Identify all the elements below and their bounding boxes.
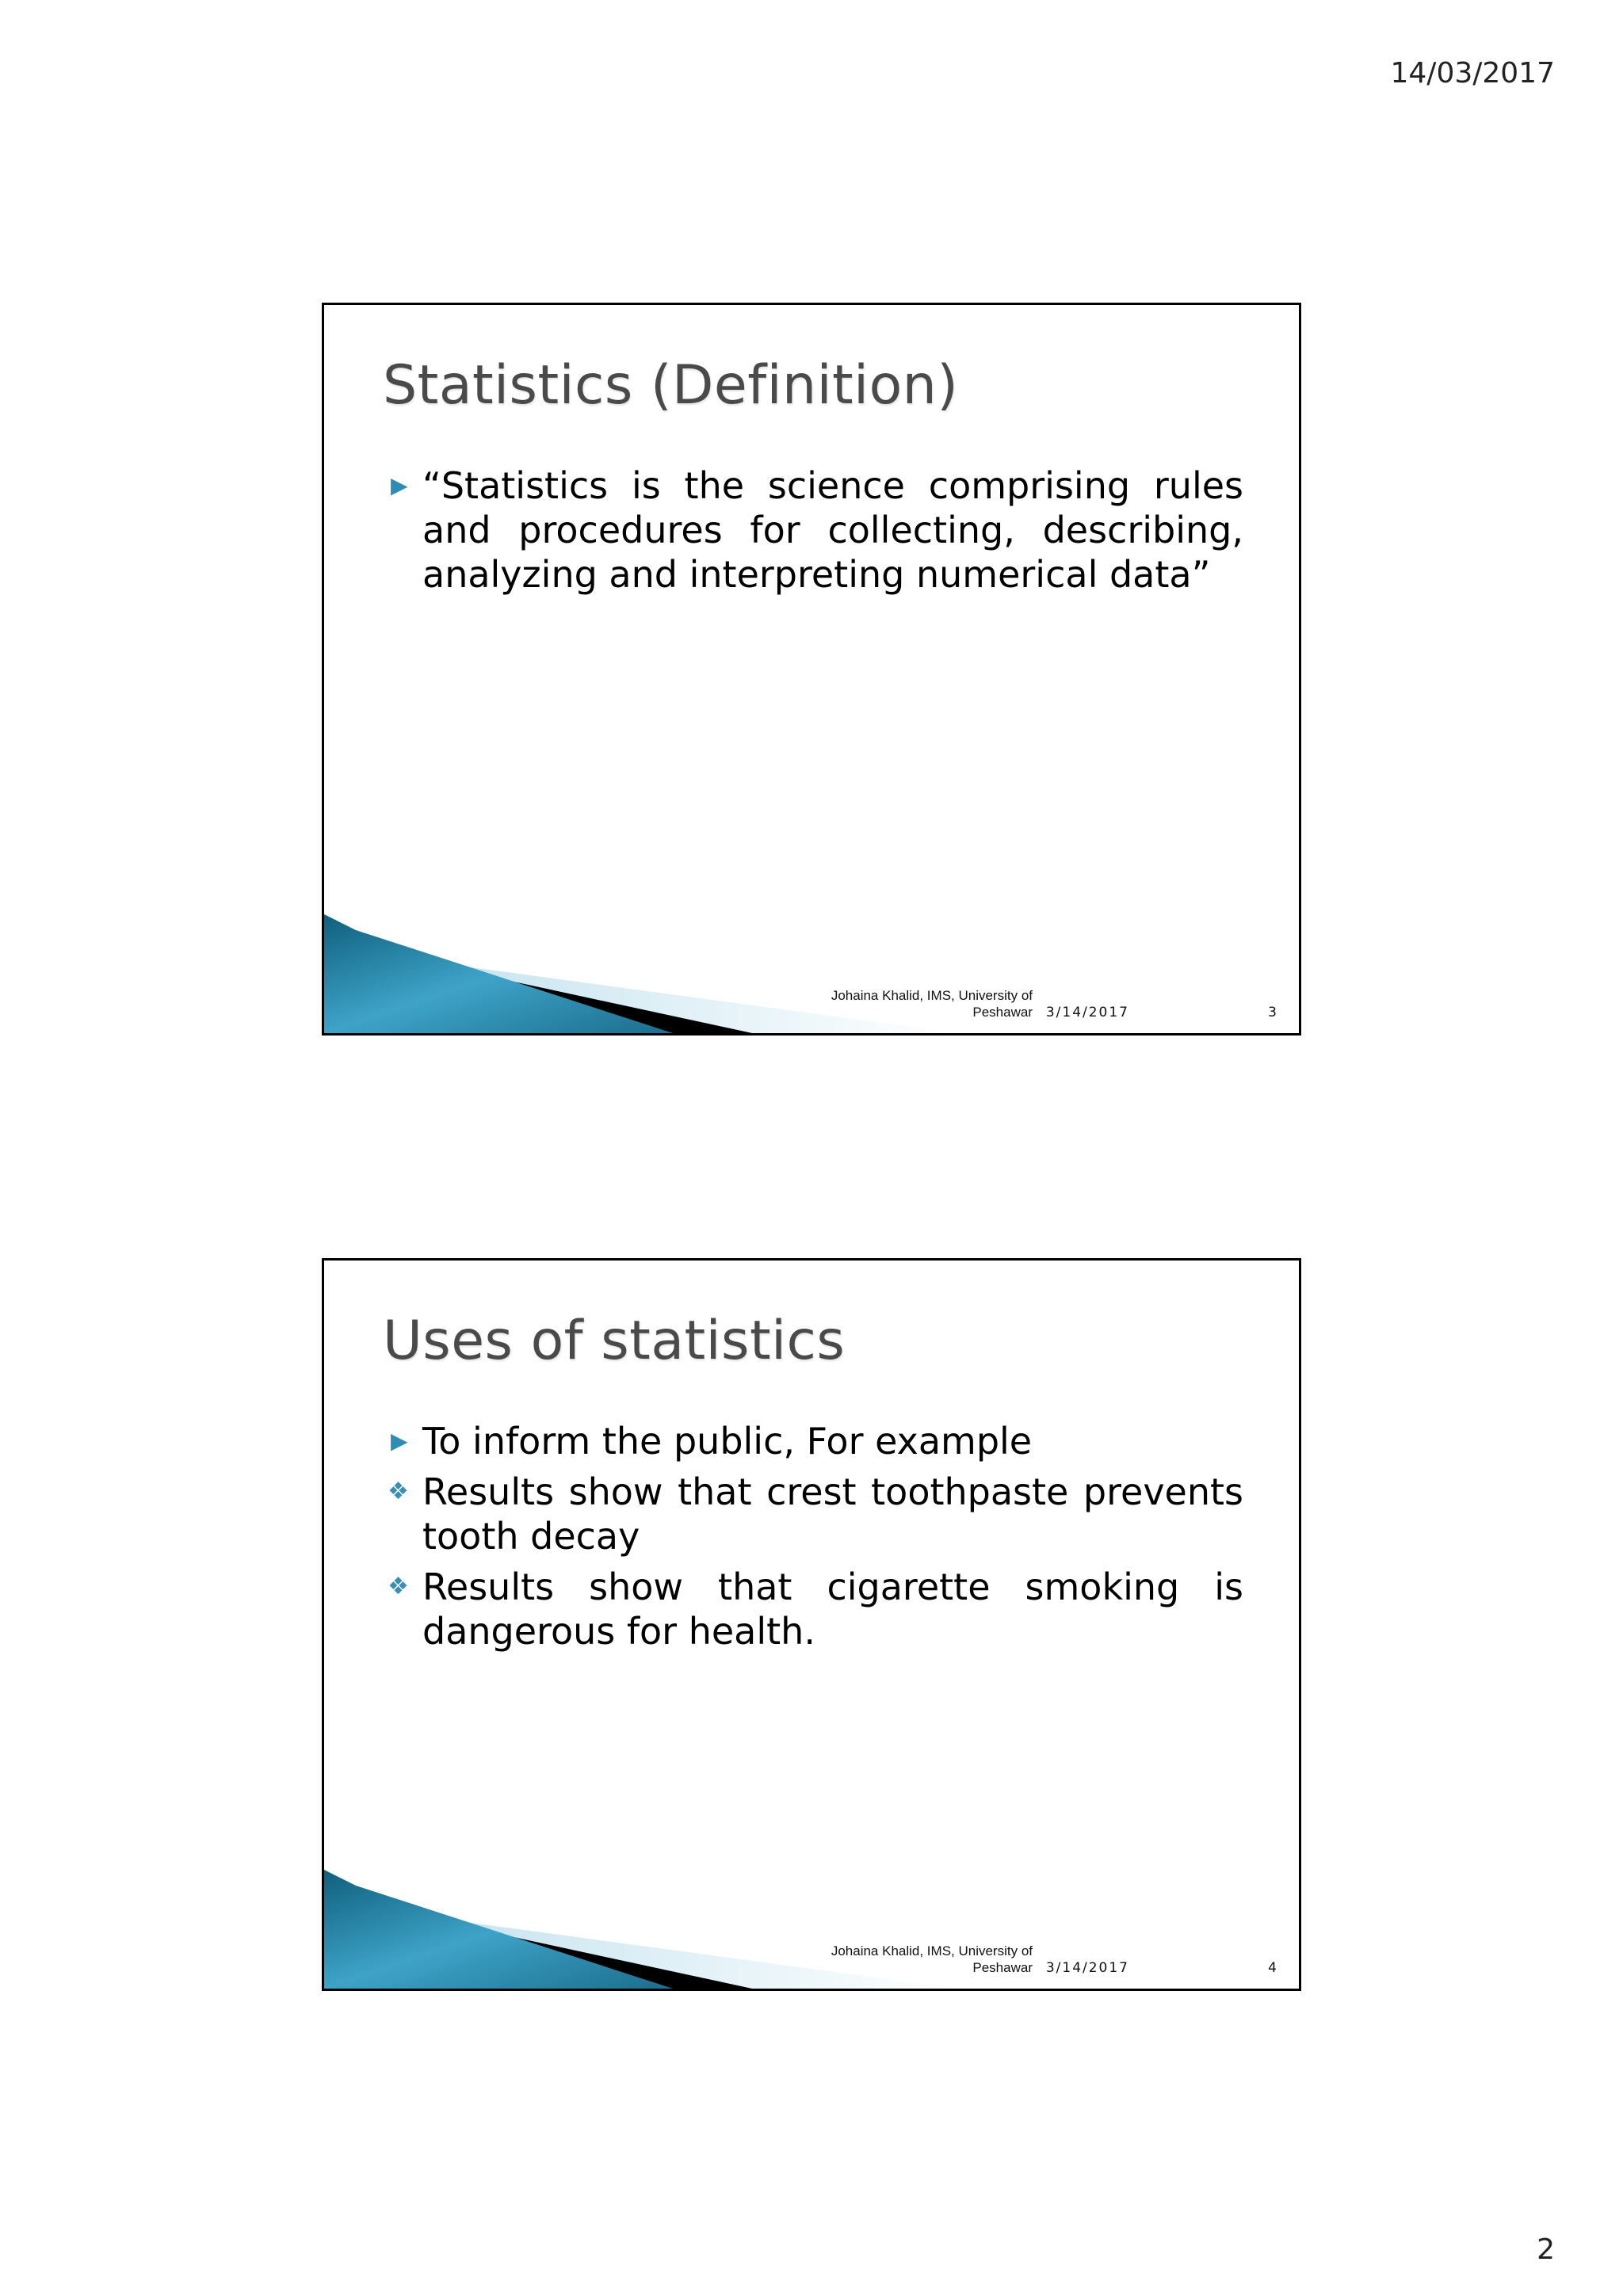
slide-number: 4 <box>1268 1960 1277 1976</box>
slide-3 <box>322 303 1301 1035</box>
slide-body <box>383 1419 1243 1660</box>
bullet-item <box>383 463 1243 597</box>
slide-body <box>383 463 1243 603</box>
slide-title: Uses of statistics <box>383 1310 846 1372</box>
bullet-text: Results show that cigarette smoking is dangerous for health. <box>422 1566 1243 1653</box>
page-date: 14/03/2017 <box>1390 57 1555 90</box>
bullet-item <box>383 1470 1243 1558</box>
bullet-text: To inform the public, For example <box>422 1420 1033 1463</box>
bullet-text: Results show that crest toothpaste prevents tooth decay <box>422 1470 1243 1558</box>
slide-footer-author: Johaina Khalid, IMS, University of Peshawar <box>831 988 1033 1020</box>
bullet-text: “Statistics is the science comprising rules and procedures for collecting, describing, analyzing and interpreting numerical data” <box>422 464 1243 596</box>
triangle-bullet-icon: ▶ <box>391 472 408 498</box>
diamond-bullet-icon: ❖ <box>388 1478 409 1505</box>
bullet-item <box>383 1565 1243 1653</box>
bullet-item <box>383 1419 1243 1463</box>
diamond-bullet-icon: ❖ <box>388 1573 409 1600</box>
triangle-bullet-icon: ▶ <box>391 1428 408 1454</box>
slide-number: 3 <box>1268 1005 1277 1020</box>
slide-footer-date: 3/14/2017 <box>1045 1960 1129 1976</box>
page-number: 2 <box>1537 2233 1555 2266</box>
slide-footer-author: Johaina Khalid, IMS, University of Peshawar <box>831 1943 1033 1975</box>
slide-4 <box>322 1258 1301 1991</box>
slide-footer-date: 3/14/2017 <box>1045 1005 1129 1020</box>
slide-title: Statistics (Definition) <box>383 354 959 417</box>
